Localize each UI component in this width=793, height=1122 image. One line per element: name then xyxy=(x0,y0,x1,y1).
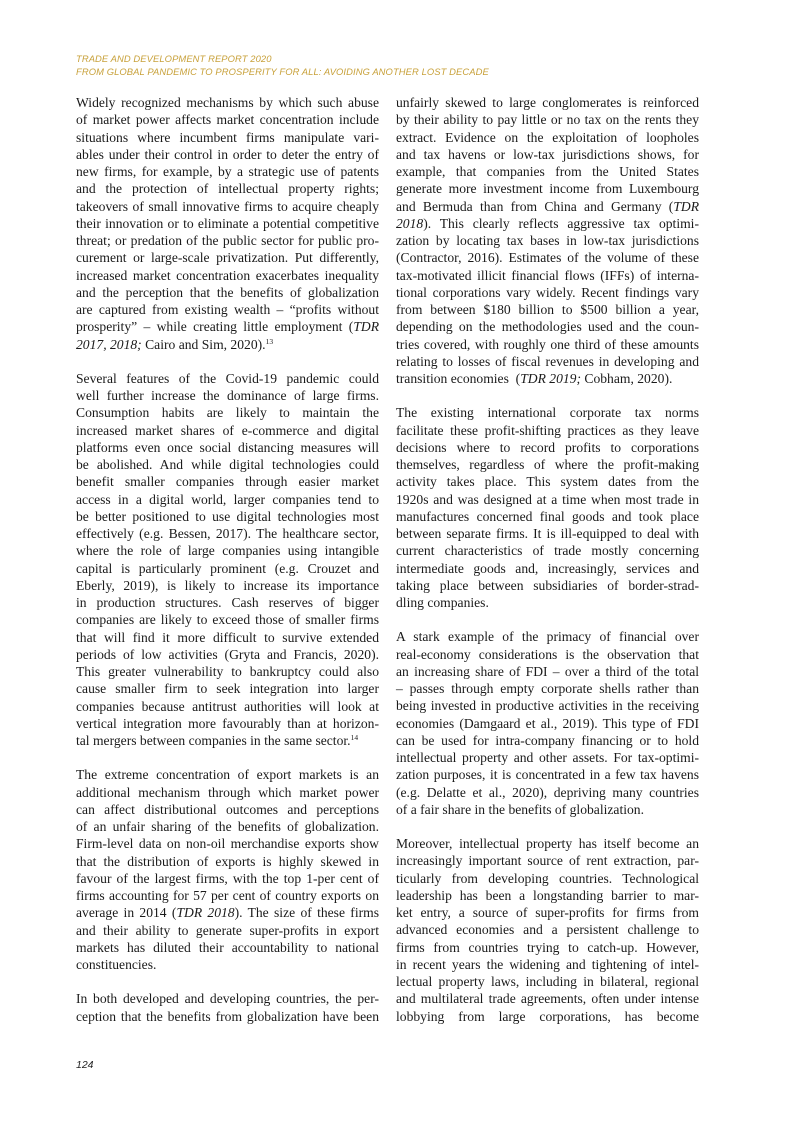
text-line: Widely recognized mechanisms by which such abuse xyxy=(76,95,379,110)
text-line: in recent years the widening and tightening of intel- xyxy=(396,956,699,972)
text-line: tries covered, with roughly one third of these amounts xyxy=(396,336,699,352)
text-line xyxy=(76,318,379,335)
text-run: tal mergers between companies in the same sector. xyxy=(76,733,351,748)
text-line: in production structures. Cash reserves of bigger xyxy=(76,595,379,610)
paragraph xyxy=(76,766,379,973)
text-run: prosperity” – while creating little employment ( xyxy=(76,319,354,335)
text-line: A stark example of the primacy of financial over xyxy=(396,629,699,645)
text-line: constituencies. xyxy=(76,957,157,972)
text-line: be better positioned to use digital technologies most xyxy=(76,508,379,524)
text-line: being invested in productive activities in the receiving xyxy=(396,698,699,714)
text-line: effectively (e.g. Bessen, 2017). The healthcare sector, xyxy=(76,526,379,541)
text-run: ). This clearly reflects aggressive tax optimi- xyxy=(423,215,699,231)
paragraph xyxy=(76,94,379,353)
text-line: (e.g. Delatte et al., 2020), depriving many countries xyxy=(396,784,699,800)
text-line: Eberly, 2019), is likely to increase its importance xyxy=(76,577,379,593)
text-line: In both developed and developing countries, the per- xyxy=(76,991,379,1007)
text-line: benefit smaller companies through easier market xyxy=(76,474,379,490)
text-line: vertical integration more favourably than at horizon- xyxy=(76,715,379,731)
text-line: manufactures concerned final goods and took place xyxy=(396,508,699,524)
text-line: from between $180 billion to $500 billion a year, xyxy=(396,302,699,317)
text-line: extract. Evidence on the exploitation of loopholes xyxy=(396,129,699,145)
text-line: facilitate these profit-shifting practices as they leave xyxy=(396,422,699,438)
text-line: taking place between subsidiaries of border-strad- xyxy=(396,577,699,593)
text-line: zation purposes, it is concentrated in a few tax havens xyxy=(396,767,699,783)
text-line: The extreme concentration of export markets is an xyxy=(76,767,379,783)
text-line: (Contractor, 2016). Estimates of the volume of these xyxy=(396,250,699,266)
text-run: average in 2014 ( xyxy=(76,905,177,921)
text-line: lectual property laws, including in bilateral, regional xyxy=(396,974,699,989)
text-line: and the protection of intellectual property rights; xyxy=(76,181,379,197)
text-run: and Bermuda than from China and Germany ( xyxy=(396,198,674,214)
citation-italic: TDR 2019; xyxy=(520,371,581,386)
page-number: 124 xyxy=(76,1059,94,1071)
text-line: zation by locating tax bases in low-tax jurisdictions xyxy=(396,233,699,248)
right-column xyxy=(396,94,699,1042)
paragraph xyxy=(396,835,699,1025)
text-line: that the distribution of exports is highly skewed in xyxy=(76,853,379,869)
paragraph xyxy=(76,370,379,750)
text-line: intellectual property and other assets. For tax-optimi- xyxy=(396,750,699,765)
text-line: can affect distributional outcomes and perceptions xyxy=(76,801,379,817)
text-run: Cairo and Sim, 2020). xyxy=(141,336,266,352)
text-line: intermediate goods and, increasingly, services and xyxy=(396,560,699,576)
text-line: are captured from existing wealth – “profits without xyxy=(76,302,379,317)
text-line: of an unfair sharing of the benefits of globalization. xyxy=(76,819,379,834)
text-line: new firms, for example, by a strategic use of patents xyxy=(76,164,379,179)
text-line: Several features of the Covid-19 pandemic could xyxy=(76,370,379,386)
text-line: depending on the methodologies used and the coun- xyxy=(396,319,699,335)
text-line: platforms even once social distancing measures will xyxy=(76,439,379,455)
text-line: This greater vulnerability to bankruptcy could also xyxy=(76,664,379,679)
text-line: periods of low activities (Gryta and Francis, 2020). xyxy=(76,646,379,662)
text-line: tax-motivated illicit financial flows (IFFs) of interna- xyxy=(396,267,699,283)
text-line: of market power affects market concentration include xyxy=(76,112,379,128)
text-line: economies (Damgaard et al., 2019). This type of FDI xyxy=(396,715,699,731)
text-line: real-economy considerations is the observation that xyxy=(396,646,699,662)
text-line: themselves, regardless of where the profit-making xyxy=(396,457,699,472)
text-line xyxy=(76,904,379,921)
paragraph xyxy=(396,628,699,818)
citation-italic: 2018 xyxy=(396,215,424,231)
text-line: Firm-level data on non-oil merchandise exports show xyxy=(76,836,379,852)
citation-italic: 2017, 2018; xyxy=(76,336,142,352)
text-line: The existing international corporate tax norms xyxy=(396,405,699,421)
text-line: situations where incumbent firms manipulate vari- xyxy=(76,129,379,145)
text-line: be abolished. And while digital technologies could xyxy=(76,457,379,472)
footnote-ref: 13 xyxy=(265,336,274,346)
text-line: access in a digital world, larger companies tend to xyxy=(76,491,379,507)
text-line: threat; or predation of the public sector for public pro- xyxy=(76,233,379,248)
text-line: ticularly from developing countries. Technological xyxy=(396,870,699,886)
text-line: an increasing share of FDI – over a third of the total xyxy=(396,663,699,679)
report-title: TRADE AND DEVELOPMENT REPORT 2020 xyxy=(76,53,272,64)
text-line: relating to losses of fiscal revenues in developing and xyxy=(396,353,699,369)
text-line: capital is particularly prominent (e.g. Crouzet and xyxy=(76,560,379,576)
text-line: well further increase the dominance of large firms. xyxy=(76,388,379,403)
text-line: increased market concentration exacerbates inequality xyxy=(76,267,379,283)
text-line: between separate firms. It is ill-equipped to deal with xyxy=(396,526,699,541)
text-line: – passes through empty corporate shells rather than xyxy=(396,681,699,696)
text-line: of a fair share in the benefits of globalization. xyxy=(396,801,644,817)
text-run: Cobham, 2020). xyxy=(581,371,673,386)
text-line: generate more investment income from Luxembourg xyxy=(396,181,699,197)
text-line: Consumption habits are likely to maintain the xyxy=(76,405,379,421)
text-line: increased market shares of e-commerce and digital xyxy=(76,422,379,438)
text-line xyxy=(76,336,379,353)
text-line xyxy=(396,370,699,387)
text-line: lobbying from large corporations, has become xyxy=(396,1008,699,1024)
text-line: activity takes place. This system dates from the xyxy=(396,474,699,490)
left-column xyxy=(76,94,379,1042)
text-line: curement or large-scale privatization. Put differently, xyxy=(76,250,379,266)
text-line: 1920s and was designed at a time when most trade in xyxy=(396,491,699,507)
citation-italic: TDR xyxy=(673,198,699,214)
text-line: additional mechanism through which market power xyxy=(76,784,379,800)
text-line: dling companies. xyxy=(396,595,489,610)
text-line: advanced economies and a persistent challenge to xyxy=(396,922,699,938)
text-line: tional corporations vary widely. Recent findings vary xyxy=(396,284,699,300)
text-line: current characteristics of trade mostly concerning xyxy=(396,543,699,559)
text-line: that will find it more difficult to survive extended xyxy=(76,629,379,645)
text-line: and tax havens or low-tax jurisdictions shows, for xyxy=(396,146,699,162)
paragraph xyxy=(396,94,699,387)
citation-italic: TDR xyxy=(353,319,379,335)
text-line: ket entry, a source of super-profits for firms from xyxy=(396,905,699,920)
text-line: cause smaller firm to seek integration into larger xyxy=(76,681,379,697)
text-line: leadership has been a longstanding barrier to mar- xyxy=(396,887,699,903)
citation-italic: TDR 2018 xyxy=(176,905,235,921)
text-line: firms from countries trying to catch-up. However, xyxy=(396,939,699,955)
text-line xyxy=(76,732,379,749)
running-header xyxy=(76,52,716,78)
text-line: Moreover, intellectual property has itself become an xyxy=(396,836,699,851)
text-line: and the perception that the benefits of globalization xyxy=(76,284,379,300)
text-line: unfairly skewed to large conglomerates is reinforced xyxy=(396,95,699,110)
text-line: their innovation or to eliminate a potential competitive xyxy=(76,215,379,231)
text-run: transition economies ( xyxy=(396,371,521,386)
text-line: by their ability to pay little or no tax on the rents they xyxy=(396,112,699,128)
text-line: companies because antitrust authorities will look at xyxy=(76,698,379,714)
text-line: companies are likely to exceed those of smaller firms xyxy=(76,612,379,628)
text-line: where the role of large companies using intangible xyxy=(76,543,379,559)
text-line: example, that companies from the United States xyxy=(396,164,699,179)
text-line: decisions where to record profits to corporations xyxy=(396,439,699,455)
text-line: can be used for intra-company financing or to hold xyxy=(396,732,699,748)
text-line: increasingly important source of rent extraction, par- xyxy=(396,853,699,869)
paragraph xyxy=(76,990,379,1025)
text-line: ables under their control in order to deter the entry of xyxy=(76,146,379,162)
text-line: and their ability to generate super-profits in export xyxy=(76,922,379,938)
text-line: firms accounting for 57 per cent of country exports on xyxy=(76,888,379,903)
text-run: ). The size of these firms xyxy=(234,905,379,921)
text-line: markets has diluted their accountability to national xyxy=(76,939,379,955)
text-line: and multilateral trade agreements, often under intense xyxy=(396,991,699,1007)
footnote-ref: 14 xyxy=(350,733,359,742)
text-line xyxy=(396,198,699,215)
report-subtitle: FROM GLOBAL PANDEMIC TO PROSPERITY FOR ALL: AVOIDING ANOTHER LOST DECADE xyxy=(76,66,489,77)
text-line xyxy=(396,215,699,232)
text-line: takeovers of small innovative firms to acquire cheaply xyxy=(76,198,379,214)
text-line: favour of the largest firms, with the top 1-per cent of xyxy=(76,870,379,886)
paragraph xyxy=(396,404,699,611)
text-line: ception that the benefits from globalization have been xyxy=(76,1008,379,1024)
